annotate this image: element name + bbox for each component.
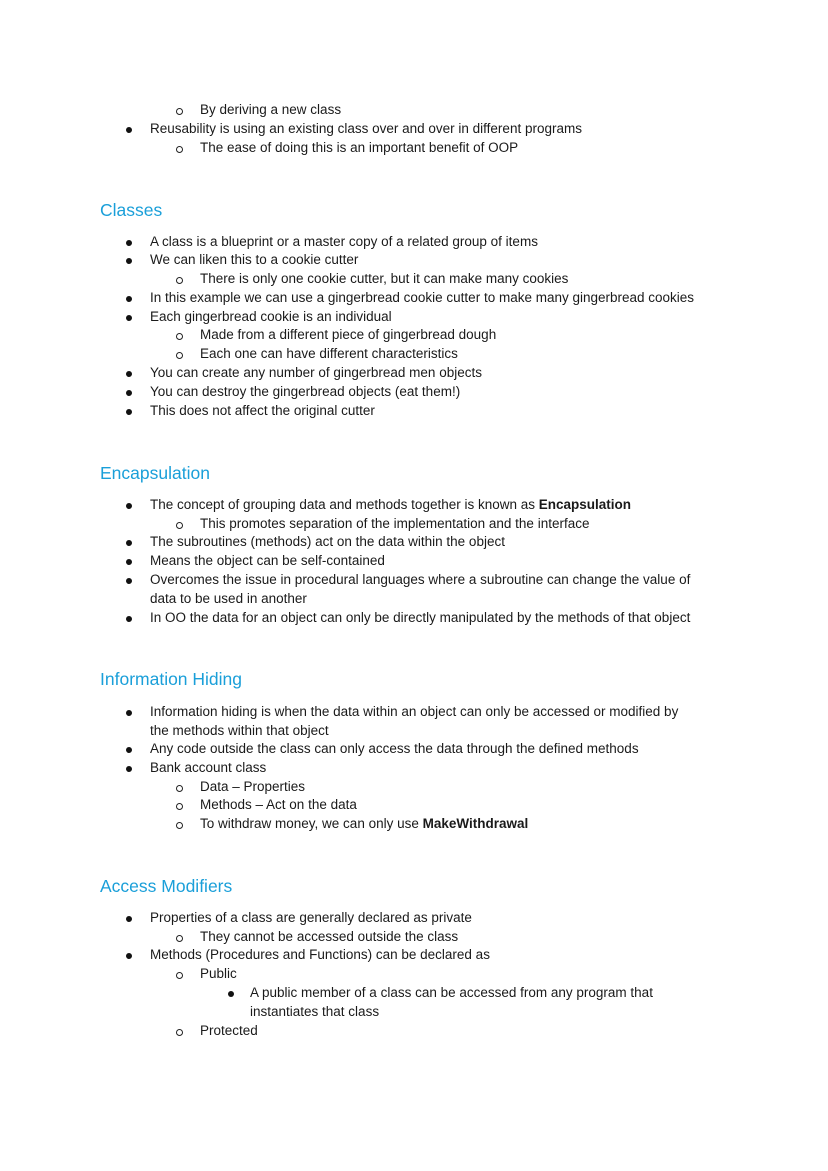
list-item: This does not affect the original cutter — [150, 403, 375, 418]
list-item-text: To withdraw money, we can only use — [200, 816, 423, 831]
list-item: In this example we can use a gingerbread cookie cutter to make many gingerbread cookies — [150, 290, 695, 305]
section-heading-information-hiding: Information Hiding — [100, 669, 243, 689]
list-item: Information hiding is when the data within an object can only be accessed or modified by — [150, 704, 679, 719]
list-item: Reusability is using an existing class over and over in different programs — [150, 121, 582, 136]
list-item: Each one can have different characteristics — [200, 346, 458, 361]
list-item: Any code outside the class can only access the data through the defined methods — [150, 741, 639, 756]
list-item: By deriving a new class — [200, 102, 342, 117]
list-item: You can create any number of gingerbread men objects — [150, 365, 482, 380]
list-item: The ease of doing this is an important benefit of OOP — [200, 140, 519, 155]
list-item: Each gingerbread cookie is an individual — [150, 309, 392, 324]
list-item: Overcomes the issue in procedural languages where a subroutine can change the value of — [150, 572, 691, 587]
list-item: Properties of a class are generally declared as private — [150, 910, 472, 925]
list-item: Data – Properties — [200, 779, 306, 794]
bold-term: Encapsulation — [538, 497, 632, 512]
list-item: Made from a different piece of gingerbread dough — [200, 327, 497, 342]
list-item: In OO the data for an object can only be directly manipulated by the methods of that object — [150, 610, 691, 625]
section-heading-access-modifiers: Access Modifiers — [100, 876, 233, 896]
bold-term: MakeWithdrawal — [422, 816, 529, 831]
list-item-continuation: data to be used in another — [150, 591, 307, 606]
list-item-continuation: the methods within that object — [150, 723, 329, 738]
list-item: A class is a blueprint or a master copy of a related group of items — [150, 234, 538, 249]
list-item-continuation: instantiates that class — [250, 1004, 380, 1019]
list-item: Public — [200, 966, 237, 981]
list-item: Bank account class — [150, 760, 267, 775]
list-item: This promotes separation of the implementation and the interface — [200, 516, 590, 531]
list-item: You can destroy the gingerbread objects (eat them!) — [150, 384, 461, 399]
list-item-text: The concept of grouping data and methods together is known as — [150, 497, 539, 512]
list-item: Methods – Act on the data — [200, 797, 357, 812]
list-item: Methods (Procedures and Functions) can be declared as — [150, 947, 490, 962]
list-item: There is only one cookie cutter, but it can make many cookies — [200, 271, 569, 286]
section-heading-encapsulation: Encapsulation — [100, 463, 210, 483]
list-item: Means the object can be self-contained — [150, 553, 385, 568]
section-heading-classes: Classes — [100, 200, 163, 220]
list-item: Protected — [200, 1023, 258, 1038]
list-item: The subroutines (methods) act on the data within the object — [150, 534, 505, 549]
list-item — [200, 815, 528, 833]
list-item — [150, 496, 631, 514]
list-item: A public member of a class can be accessed from any program that — [250, 985, 653, 1000]
list-item: They cannot be accessed outside the class — [200, 929, 459, 944]
list-item: We can liken this to a cookie cutter — [150, 252, 359, 267]
